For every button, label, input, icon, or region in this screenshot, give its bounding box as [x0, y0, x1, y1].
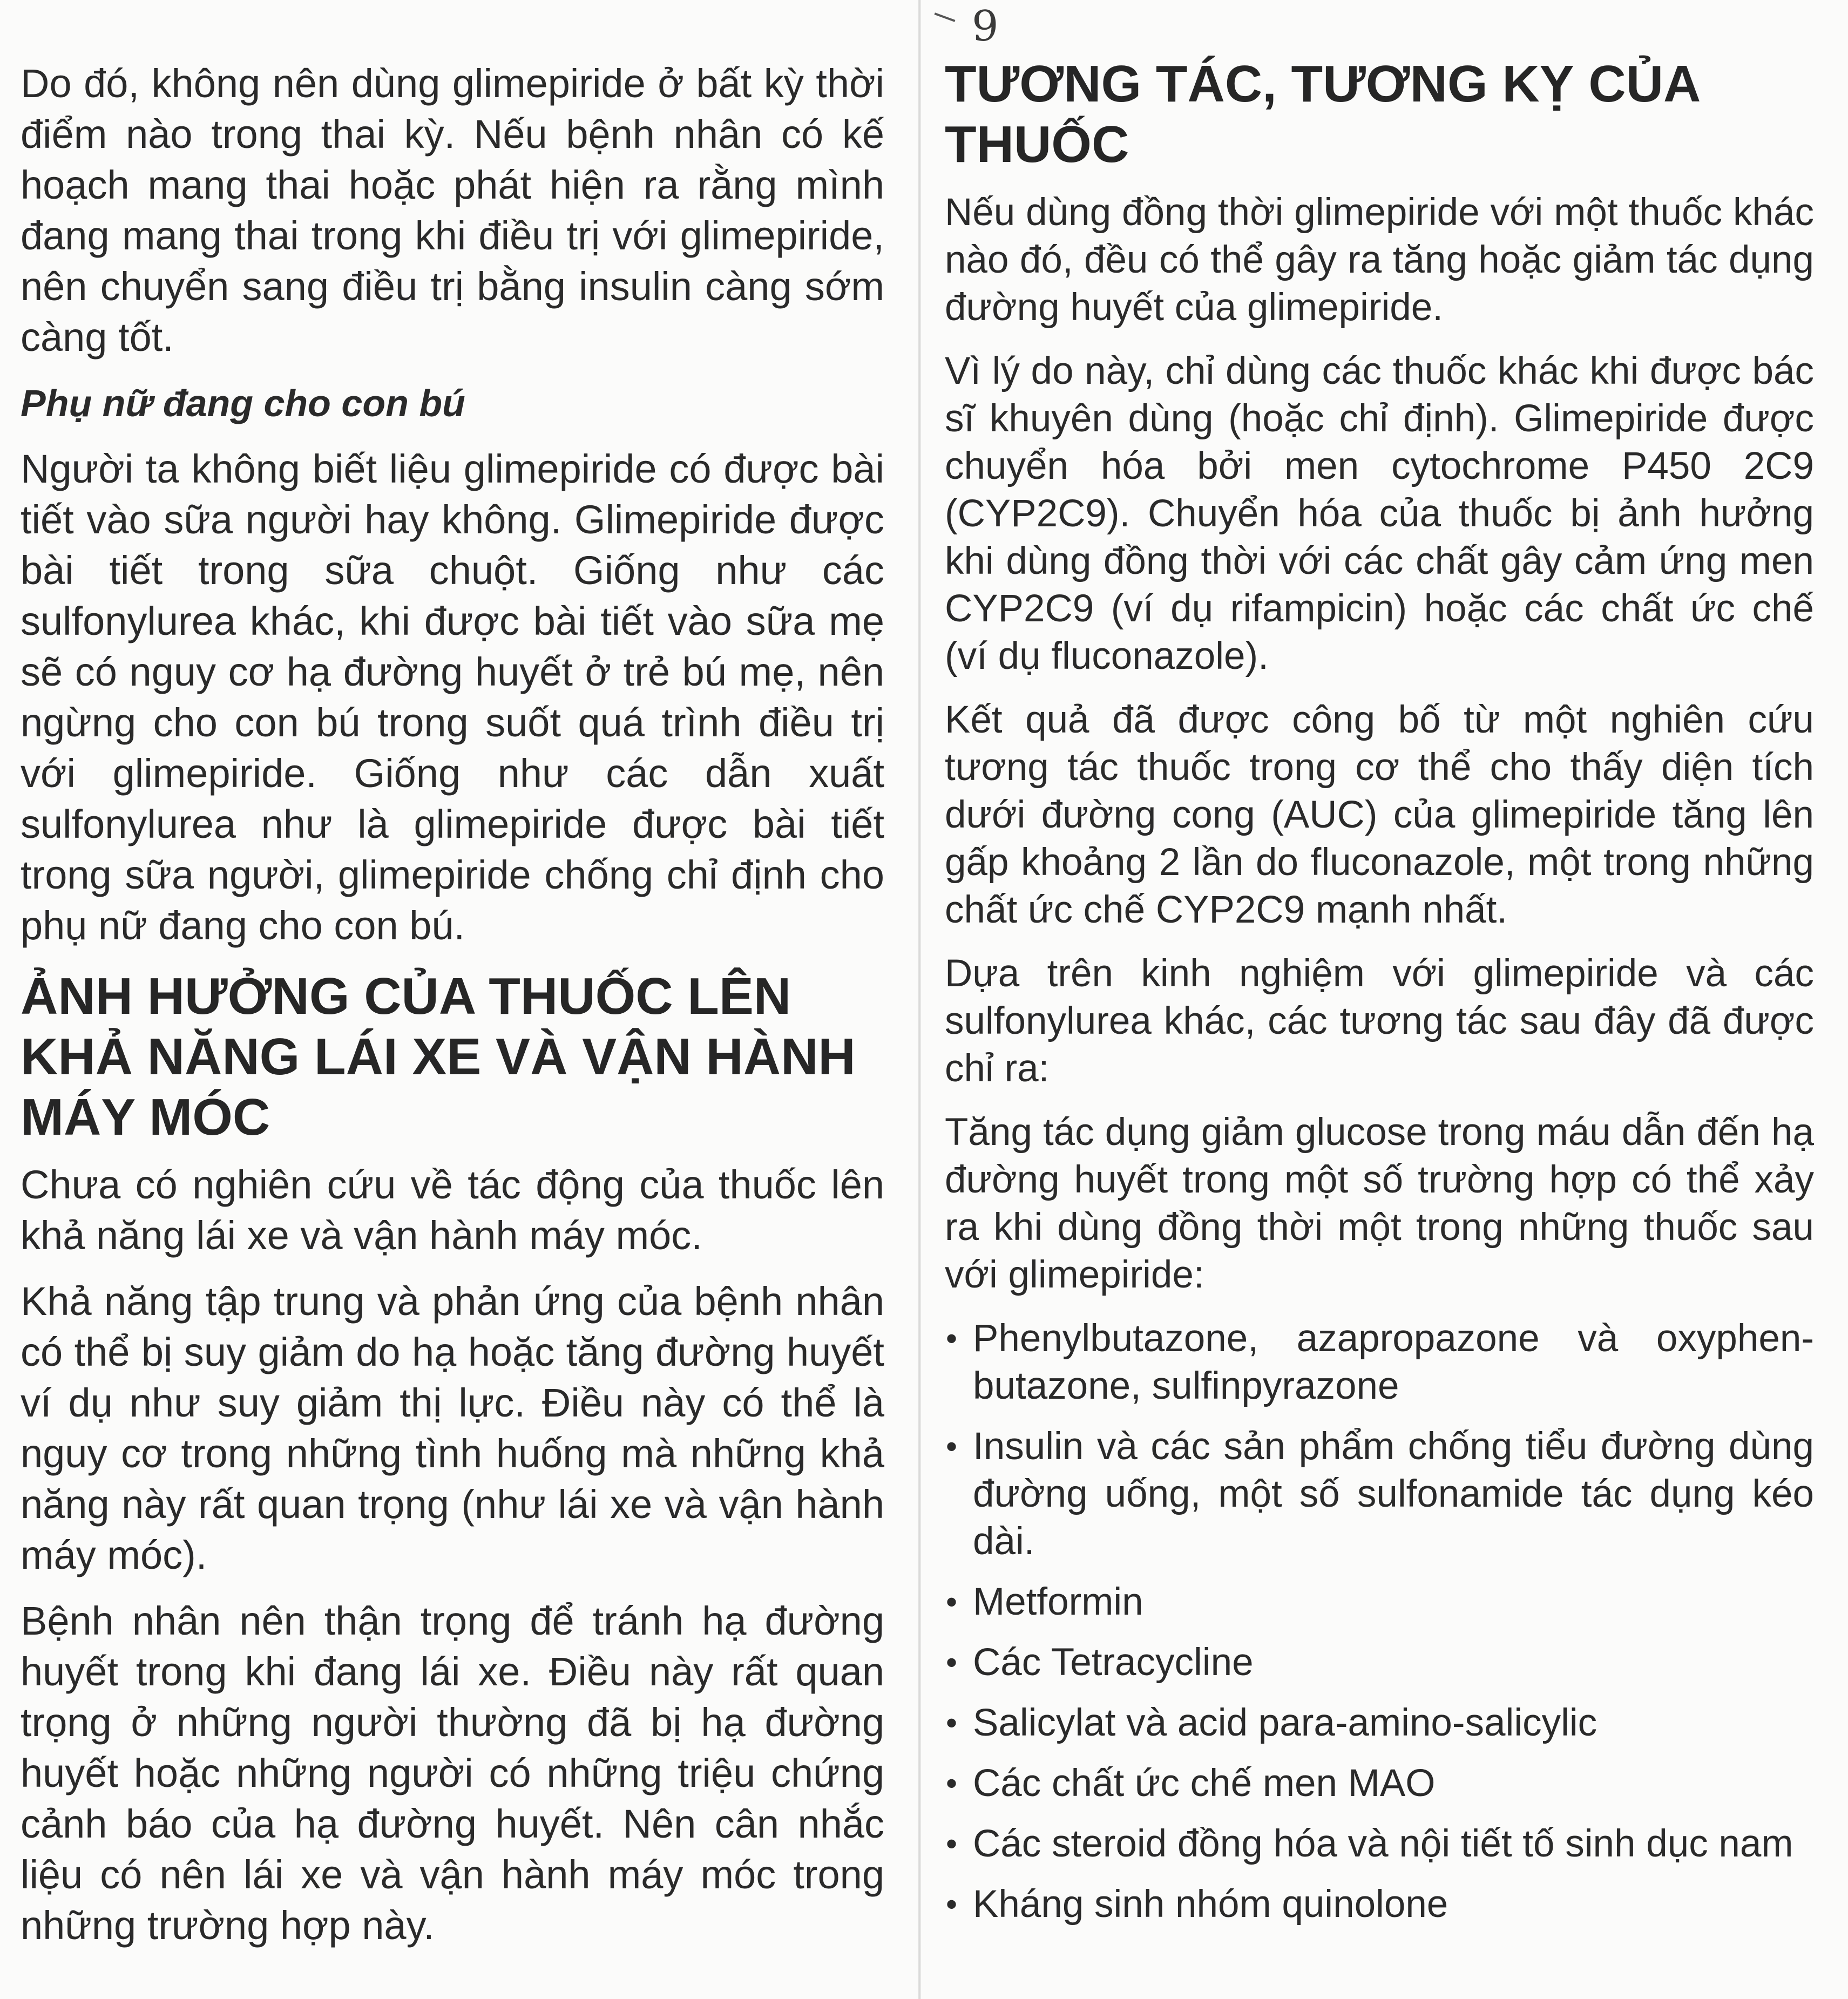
list-item-text: Phenylbutazone, azapropazone và oxyphen-butazone, sulfinpyrazone: [973, 1317, 1814, 1407]
list-item: [945, 1881, 1814, 1928]
bullet-icon: •: [946, 1320, 958, 1357]
list-item: [945, 1699, 1814, 1747]
breastfeeding-paragraph: Người ta không biết liệu glimepiride có được bài tiết vào sữa người hay không. Glimepiride được bài tiết trong sữa chuột. Giống như các sulfonylurea khác, khi được bài tiết vào sữa mẹ sẽ có nguy cơ hạ đường huyết ở trẻ bú mẹ, nên ngừng cho con bú trong suốt quá trình điều trị với glimepiride. Giống như các dẫn xuất sulfonylurea như là glimepiride được bài tiết trong sữa người, glimepiride chống chỉ định cho phụ nữ đang cho con bú.: [21, 446, 884, 948]
breastfeeding-subheading: Phụ nữ đang cho con bú: [21, 382, 465, 424]
bullet-icon: •: [946, 1765, 958, 1801]
list-item: [945, 1639, 1814, 1686]
bullet-icon: •: [946, 1428, 958, 1465]
interactions-paragraph-3: Kết quả đã được công bố từ một nghiên cứu tương tác thuốc trong cơ thể cho thấy diện tích dưới đường cong (AUC) của glimepiride tăng lên gấp khoảng 2 lần do fluconazole, một trong những chất ức chế CYP2C9 mạnh nhất.: [945, 699, 1814, 931]
driving-paragraph-1: Chưa có nghiên cứu về tác động của thuốc lên khả năng lái xe và vận hành máy móc.: [21, 1162, 884, 1258]
list-item-text: Metformin: [973, 1581, 1143, 1623]
bullet-icon: •: [946, 1826, 958, 1862]
interactions-paragraph-2: Vì lý do này, chỉ dùng các thuốc khác khi được bác sĩ khuyên dùng (hoặc chỉ định). Glimepiride được chuyển hóa bởi men cytochrome P450 2C9 (CYP2C9). Chuyển hóa của thuốc bị ảnh hưởng khi dùng đồng thời với các chất gây cảm ứng men CYP2C9 (ví dụ rifampicin) hoặc các chất ức chế (ví dụ fluconazole).: [945, 350, 1814, 677]
bullet-icon: •: [946, 1705, 958, 1741]
interactions-paragraph-5: Tăng tác dụng giảm glucose trong máu dẫn đến hạ đường huyết trong một số trường hợp có thể xảy ra khi dùng đồng thời một trong những thuốc sau với glimepiride:: [945, 1111, 1814, 1296]
interactions-paragraph-4: Dựa trên kinh nghiệm với glimepiride và các sulfonylurea khác, các tương tác sau đây đã được chỉ ra:: [945, 952, 1814, 1090]
list-item-text: Các Tetracycline: [973, 1641, 1254, 1684]
bullet-icon: •: [946, 1644, 958, 1680]
list-item-text: Salicylat và acid para-amino-salicylic: [973, 1702, 1597, 1744]
pregnancy-paragraph: Do đó, không nên dùng glimepiride ở bất kỳ thời điểm nào trong thai kỳ. Nếu bệnh nhân có kế hoạch mang thai hoặc phát hiện ra rằng mình đang mang thai trong khi điều trị với glimepiride, nên chuyển sang điều trị bằng insulin càng sớm càng tốt.: [21, 61, 884, 360]
handwritten-page-number: 9: [972, 2, 999, 51]
interactions-section-heading: TƯƠNG TÁC, TƯƠNG KỴ CỦA THUỐC: [945, 55, 1699, 173]
list-item: [945, 1578, 1814, 1626]
left-column: [21, 0, 884, 1966]
driving-paragraph-2: Khả năng tập trung và phản ứng của bệnh nhân có thể bị suy giảm do hạ hoặc tăng đường huyết ví dụ như suy giảm thị lực. Điều này có thể là nguy cơ trong những tình huống mà những khả năng này rất quan trọng (như lái xe và vận hành máy móc).: [21, 1279, 884, 1577]
driving-paragraph-3: Bệnh nhân nên thận trọng để tránh hạ đường huyết trong khi đang lái xe. Điều này rất quan trọng ở những người thường đã bị hạ đường huyết hoặc những người có những triệu chứng cảnh báo của hạ đường huyết. Nên cân nhắc liệu có nên lái xe và vận hành máy móc trong những trường hợp này.: [21, 1598, 884, 1948]
list-item: [945, 1315, 1814, 1410]
list-item: [945, 1760, 1814, 1807]
bullet-icon: •: [946, 1584, 958, 1620]
right-column: [945, 0, 1814, 1941]
driving-section-heading: ẢNH HƯỞNG CỦA THUỐC LÊN KHẢ NĂNG LÁI XE VÀ VẬN HÀNH MÁY MÓC: [21, 967, 856, 1146]
list-item-text: Kháng sinh nhóm quinolone: [973, 1883, 1448, 1926]
list-item: [945, 1820, 1814, 1868]
interactions-paragraph-1: Nếu dùng đồng thời glimepiride với một thuốc khác nào đó, đều có thể gây ra tăng hoặc giảm tác dụng đường huyết của glimepiride.: [945, 191, 1814, 329]
column-divider: [918, 0, 921, 1999]
interacting-drugs-list: [945, 1315, 1814, 1928]
list-item: [945, 1423, 1814, 1566]
list-item-text: Các steroid đồng hóa và nội tiết tố sinh dục nam: [973, 1822, 1793, 1865]
list-item-text: Các chất ức chế men MAO: [973, 1762, 1436, 1805]
list-item-text: Insulin và các sản phẩm chống tiểu đường dùng đường uống, một số sulfonamide tác dụng kéo dài.: [973, 1425, 1814, 1563]
bullet-icon: •: [946, 1886, 958, 1922]
